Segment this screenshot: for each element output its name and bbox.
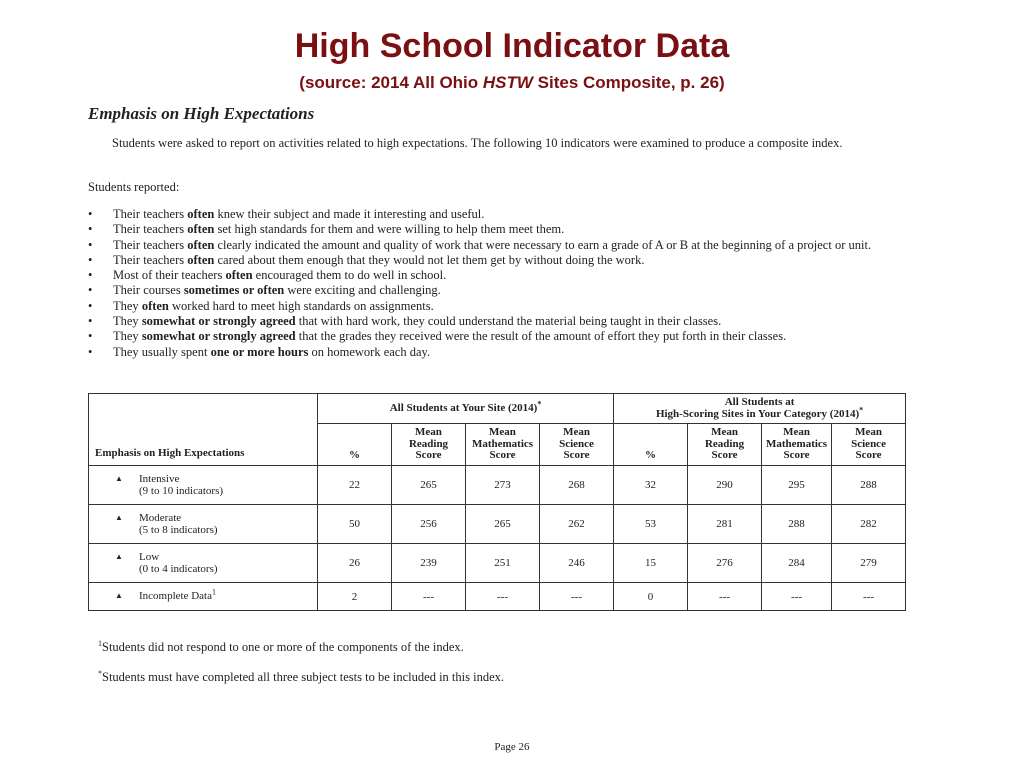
bullet-icon: • <box>88 252 93 267</box>
table-cell: 268 <box>540 466 614 505</box>
footnote1-text: Students did not respond to one or more of the components of the index. <box>102 640 464 654</box>
table-cell: 284 <box>762 544 832 583</box>
table-cell: 265 <box>392 466 466 505</box>
group2-title-line2: High-Scoring Sites in Your Category (2014) <box>655 407 860 420</box>
subtitle-prefix: (source: 2014 All Ohio <box>299 73 483 92</box>
indicator-item <box>88 222 933 237</box>
table-cell: 2 <box>318 583 392 611</box>
indicator-bold: often <box>225 268 253 283</box>
indicator-pre: Their teachers <box>113 222 188 237</box>
indicator-bold: sometimes or often <box>183 283 285 298</box>
col-header-math <box>466 424 540 466</box>
col-reading-l3: Score <box>415 449 442 462</box>
col-math2-l2: Mathematics <box>765 437 828 450</box>
row-label <box>89 587 317 603</box>
indicator-pre: They <box>113 329 142 344</box>
table-cell: 265 <box>466 505 540 544</box>
group1-header <box>318 394 614 424</box>
col-pct-label: % <box>349 448 360 461</box>
indicator-item <box>88 268 933 283</box>
table-cell: 276 <box>688 544 762 583</box>
row-label-cell <box>89 583 318 611</box>
col-science2-l1: Mean <box>855 426 882 439</box>
indicator-pre: Their teachers <box>113 252 188 267</box>
col-reading2-l1: Mean <box>711 426 738 439</box>
indicator-bold: often <box>187 222 215 237</box>
col-reading2-l2: Reading <box>704 437 745 450</box>
subtitle-suffix: Sites Composite, p. 26) <box>532 73 725 92</box>
group2-title-line1: All Students at <box>724 396 795 408</box>
expectations-table <box>88 393 906 611</box>
col-header-science <box>540 424 614 466</box>
table-cell: 281 <box>688 505 762 544</box>
row-sublabel-text: (9 to 10 indicators) <box>139 485 224 497</box>
table-cell: 239 <box>392 544 466 583</box>
table-cell: 32 <box>614 466 688 505</box>
table-cell: 22 <box>318 466 392 505</box>
col-math-l1: Mean <box>489 426 516 439</box>
indicator-item <box>88 299 933 314</box>
footnote2-text: Students must have completed all three subject tests to be included in this index. <box>102 670 505 684</box>
table-cell: --- <box>762 583 832 611</box>
table-cell: 50 <box>318 505 392 544</box>
indicator-bold: often <box>187 207 215 221</box>
footnote2-mark: * <box>98 668 102 678</box>
indicator-pre: They <box>113 314 142 329</box>
table-cell: 53 <box>614 505 688 544</box>
slide-title: High School Indicator Data <box>294 27 730 65</box>
table-row <box>89 583 906 611</box>
row-label-cell <box>89 544 318 583</box>
col-header-pct-2 <box>614 424 688 466</box>
row-sublabel-text: (0 to 4 indicators) <box>139 563 218 575</box>
bullet-icon: • <box>88 344 93 359</box>
row-label <box>89 512 317 537</box>
footnote-incomplete <box>98 640 464 655</box>
col-pct-label-2: % <box>645 448 657 461</box>
intro-paragraph: Students were asked to report on activities related to high expectations. The following 10 indicators were examined to produce a composite index. <box>112 136 843 150</box>
row-label-text: Intensive <box>139 472 180 485</box>
bullet-icon: • <box>88 268 93 283</box>
col-reading2-l3: Score <box>711 449 738 462</box>
col-reading-l1: Mean <box>415 426 442 439</box>
indicator-post: on homework each day. <box>308 344 431 359</box>
table-row <box>89 544 906 583</box>
indicator-list <box>88 207 933 360</box>
table-cell: 288 <box>762 505 832 544</box>
table-cell: 290 <box>688 466 762 505</box>
table-row <box>89 505 906 544</box>
row-label-cell <box>89 505 318 544</box>
table-cell: --- <box>832 583 906 611</box>
footnote-subject-tests <box>98 670 504 685</box>
indicator-post: encouraged them to do well in school. <box>252 268 447 283</box>
triangle-bullet-icon: ▲ <box>115 591 123 601</box>
page-number: Page 26 <box>494 741 530 753</box>
bullet-icon: • <box>88 329 93 344</box>
indicator-item <box>88 314 933 329</box>
group1-mark: * <box>537 399 542 409</box>
row-label-text: Low <box>139 550 160 563</box>
col-science-l2: Science <box>559 437 594 450</box>
group2-header <box>614 394 906 424</box>
table-cell: 0 <box>614 583 688 611</box>
indicator-pre: They usually spent <box>113 344 211 359</box>
col-science2-l3: Score <box>855 449 882 462</box>
slide-subtitle <box>0 72 1024 94</box>
indicator-bold: one or more hours <box>210 344 309 359</box>
students-reported-label: Students reported: <box>88 180 180 194</box>
triangle-bullet-icon: ▲ <box>115 473 123 483</box>
indicator-post: knew their subject and made it interesting and useful. <box>214 207 485 221</box>
bullet-icon: • <box>88 222 93 237</box>
indicator-post: that with hard work, they could understand the material being taught in their classes. <box>295 314 722 329</box>
row-label-mark: 1 <box>212 587 216 597</box>
col-science2-l2: Science <box>851 437 886 450</box>
row-label-cell <box>89 466 318 505</box>
col-math-l2: Mathematics <box>471 437 534 450</box>
col-math2-l1: Mean <box>783 426 810 439</box>
table-cell: 282 <box>832 505 906 544</box>
col-header-pct <box>318 424 392 466</box>
indicator-bold: often <box>187 237 215 252</box>
row-label-text: Incomplete Data <box>139 590 212 603</box>
col-math-l3: Score <box>489 449 516 462</box>
bullet-icon: • <box>88 207 93 221</box>
table-cell: 15 <box>614 544 688 583</box>
group1-title: All Students at Your Site (2014) <box>389 401 538 414</box>
row-label <box>89 551 317 576</box>
indicator-post: that the grades they received were the result of the amount of effort they put forth in their classes. <box>295 329 787 344</box>
table-row <box>89 466 906 505</box>
col-header-reading-2 <box>688 424 762 466</box>
table-cell: 295 <box>762 466 832 505</box>
col-header-reading <box>392 424 466 466</box>
table-cell: --- <box>688 583 762 611</box>
indicator-post: set high standards for them and were willing to help them meet them. <box>214 222 565 237</box>
indicator-item <box>88 345 933 360</box>
indicator-item <box>88 283 933 298</box>
row-label-text: Moderate <box>139 511 182 524</box>
indicator-post: cared about them enough that they would not let them get by without doing the work. <box>214 252 645 267</box>
row-label <box>89 473 317 498</box>
col-header-science-2 <box>832 424 906 466</box>
indicator-bold: often <box>141 298 169 313</box>
indicator-item <box>88 329 933 344</box>
bullet-icon: • <box>88 237 93 252</box>
col-science-l3: Score <box>563 449 590 462</box>
table-cell: 256 <box>392 505 466 544</box>
subtitle-italic: HSTW <box>482 73 533 92</box>
indicator-post: were exciting and challenging. <box>284 283 441 298</box>
row-sublabel-text: (5 to 8 indicators) <box>139 524 218 536</box>
indicator-post: clearly indicated the amount and quality of work that were necessary to earn a grade of A or B at the beginning of a project or unit. <box>214 237 872 252</box>
table-cell: 279 <box>832 544 906 583</box>
footnote1-mark: 1 <box>98 638 102 648</box>
indicator-pre: Most of their teachers <box>113 268 226 283</box>
col-header-math-2 <box>762 424 832 466</box>
bullet-icon: • <box>88 314 93 329</box>
indicator-pre: They <box>113 298 142 313</box>
bullet-icon: • <box>88 298 93 313</box>
row-header-label: Emphasis on High Expectations <box>89 394 318 466</box>
indicator-item <box>88 238 933 253</box>
indicator-pre: Their courses <box>113 283 184 298</box>
indicator-post: worked hard to meet high standards on assignments. <box>168 298 434 313</box>
col-math2-l3: Score <box>783 449 810 462</box>
indicator-bold: somewhat or strongly agreed <box>141 329 296 344</box>
table-cell: 288 <box>832 466 906 505</box>
table-cell: --- <box>540 583 614 611</box>
table-cell: --- <box>392 583 466 611</box>
indicator-item <box>88 253 933 268</box>
section-heading: Emphasis on High Expectations <box>88 104 315 123</box>
table-cell: 273 <box>466 466 540 505</box>
indicator-pre: Their teachers <box>113 237 188 252</box>
table-cell: 26 <box>318 544 392 583</box>
indicator-item <box>88 207 933 222</box>
indicator-bold: often <box>187 252 215 267</box>
indicator-bold: somewhat or strongly agreed <box>141 314 296 329</box>
bullet-icon: • <box>88 283 93 298</box>
table-cell: 246 <box>540 544 614 583</box>
table-cell: 262 <box>540 505 614 544</box>
triangle-bullet-icon: ▲ <box>115 551 123 561</box>
table-cell: 251 <box>466 544 540 583</box>
triangle-bullet-icon: ▲ <box>115 512 123 522</box>
group2-mark: * <box>859 404 864 414</box>
col-science-l1: Mean <box>563 426 590 439</box>
table-cell: --- <box>466 583 540 611</box>
indicator-pre: Their teachers <box>113 207 188 221</box>
col-reading-l2: Reading <box>408 437 449 450</box>
